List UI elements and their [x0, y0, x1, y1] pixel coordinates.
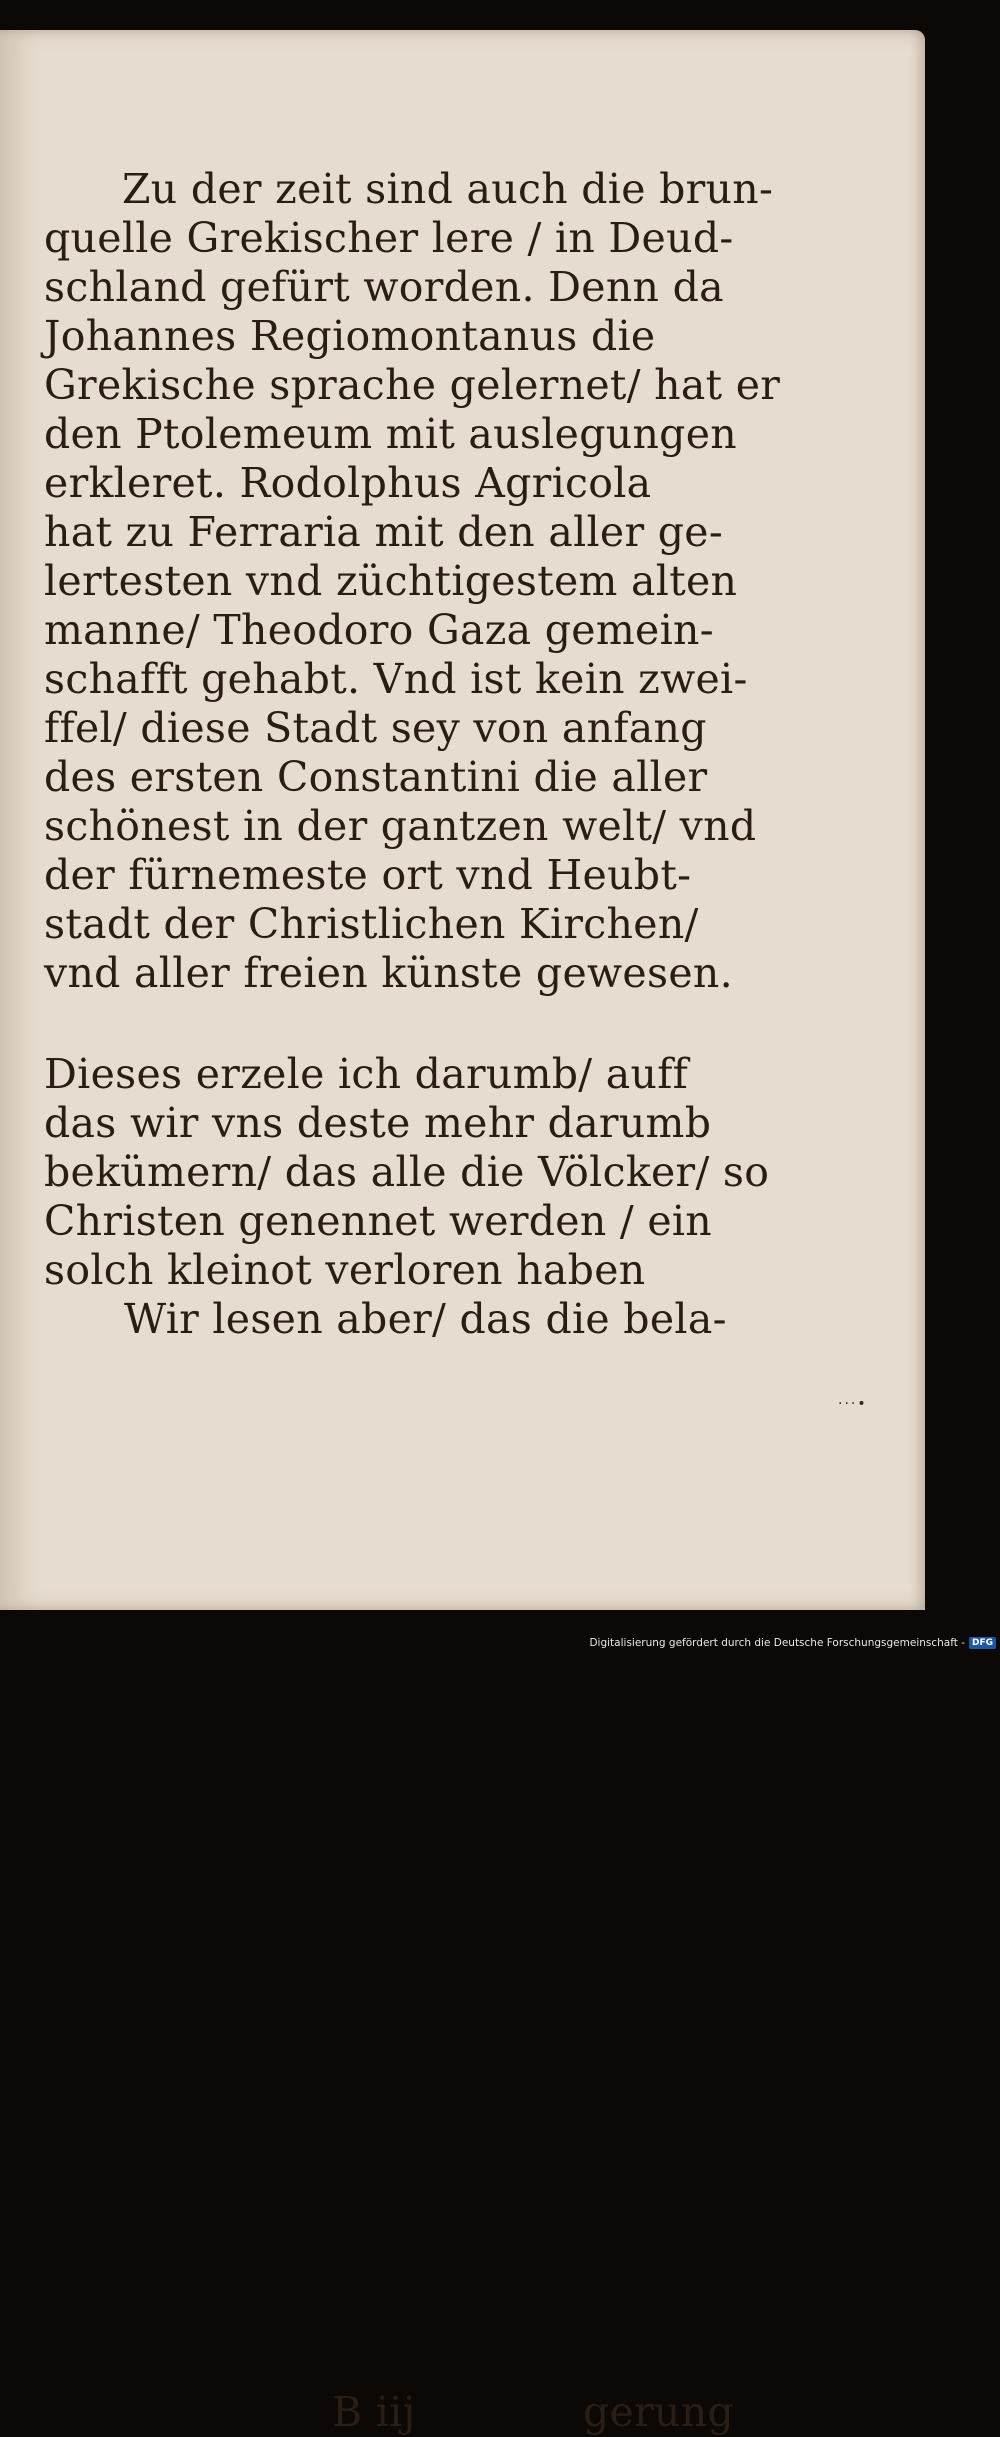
text-line: vnd aller freien künste gewesen. — [44, 949, 733, 997]
paragraph-1 — [44, 165, 781, 998]
text-line: ffel/ diese Stadt sey von anfang — [44, 704, 707, 752]
paragraph-2 — [44, 1050, 770, 2436]
text-line: solch kleinot verloren haben — [44, 1246, 646, 1294]
text-line: Zu der zeit sind auch die brun- — [122, 165, 774, 213]
text-line: den Ptolemeum mit auslegungen — [44, 410, 737, 458]
text-line: Johannes Regiomontanus die — [44, 312, 656, 360]
text-line: schafft gehabt. Vnd ist kein zwei- — [44, 655, 748, 703]
catchword: gerung — [583, 2388, 734, 2436]
text-line: des ersten Constantini die aller — [44, 753, 708, 801]
text-line: bekümern/ das alle die Völcker/ so — [44, 1148, 770, 1196]
dfg-logo: DFG — [969, 1637, 996, 1649]
text-line: Dieses erzele ich darumb/ auff — [44, 1050, 689, 1098]
text-line: das wir vns deste mehr darumb — [44, 1099, 712, 1147]
text-line: Grekische sprache gelernet/ hat er — [44, 361, 781, 409]
text-line: stadt der Christlichen Kirchen/ — [44, 900, 699, 948]
signature-mark: B iij — [332, 2388, 416, 2436]
catchword-line — [44, 2388, 734, 2437]
text-line: manne/ Theodoro Gaza gemein- — [44, 606, 714, 654]
text-line: lertesten vnd züchtigestem alten — [44, 557, 738, 605]
text-line: quelle Grekischer lere / in Deud- — [44, 214, 734, 262]
footer-bar — [580, 1632, 1000, 1654]
text-line: hat zu Ferraria mit den aller ge- — [44, 508, 723, 556]
text-line: Wir lesen aber/ das die bela- — [124, 1295, 727, 1343]
ink-blot: ···• — [838, 1396, 868, 1412]
text-line: der fürnemeste ort vnd Heubt- — [44, 851, 692, 899]
text-line: schland gefürt worden. Denn da — [44, 263, 724, 311]
text-line: Christen genennet werden / ein — [44, 1197, 713, 1245]
funding-credit: Digitalisierung gefördert durch die Deutsche Forschungsgemeinschaft - — [589, 1637, 965, 1649]
text-line: schönest in der gantzen welt/ vnd — [44, 802, 757, 850]
text-line: erkleret. Rodolphus Agricola — [44, 459, 652, 507]
